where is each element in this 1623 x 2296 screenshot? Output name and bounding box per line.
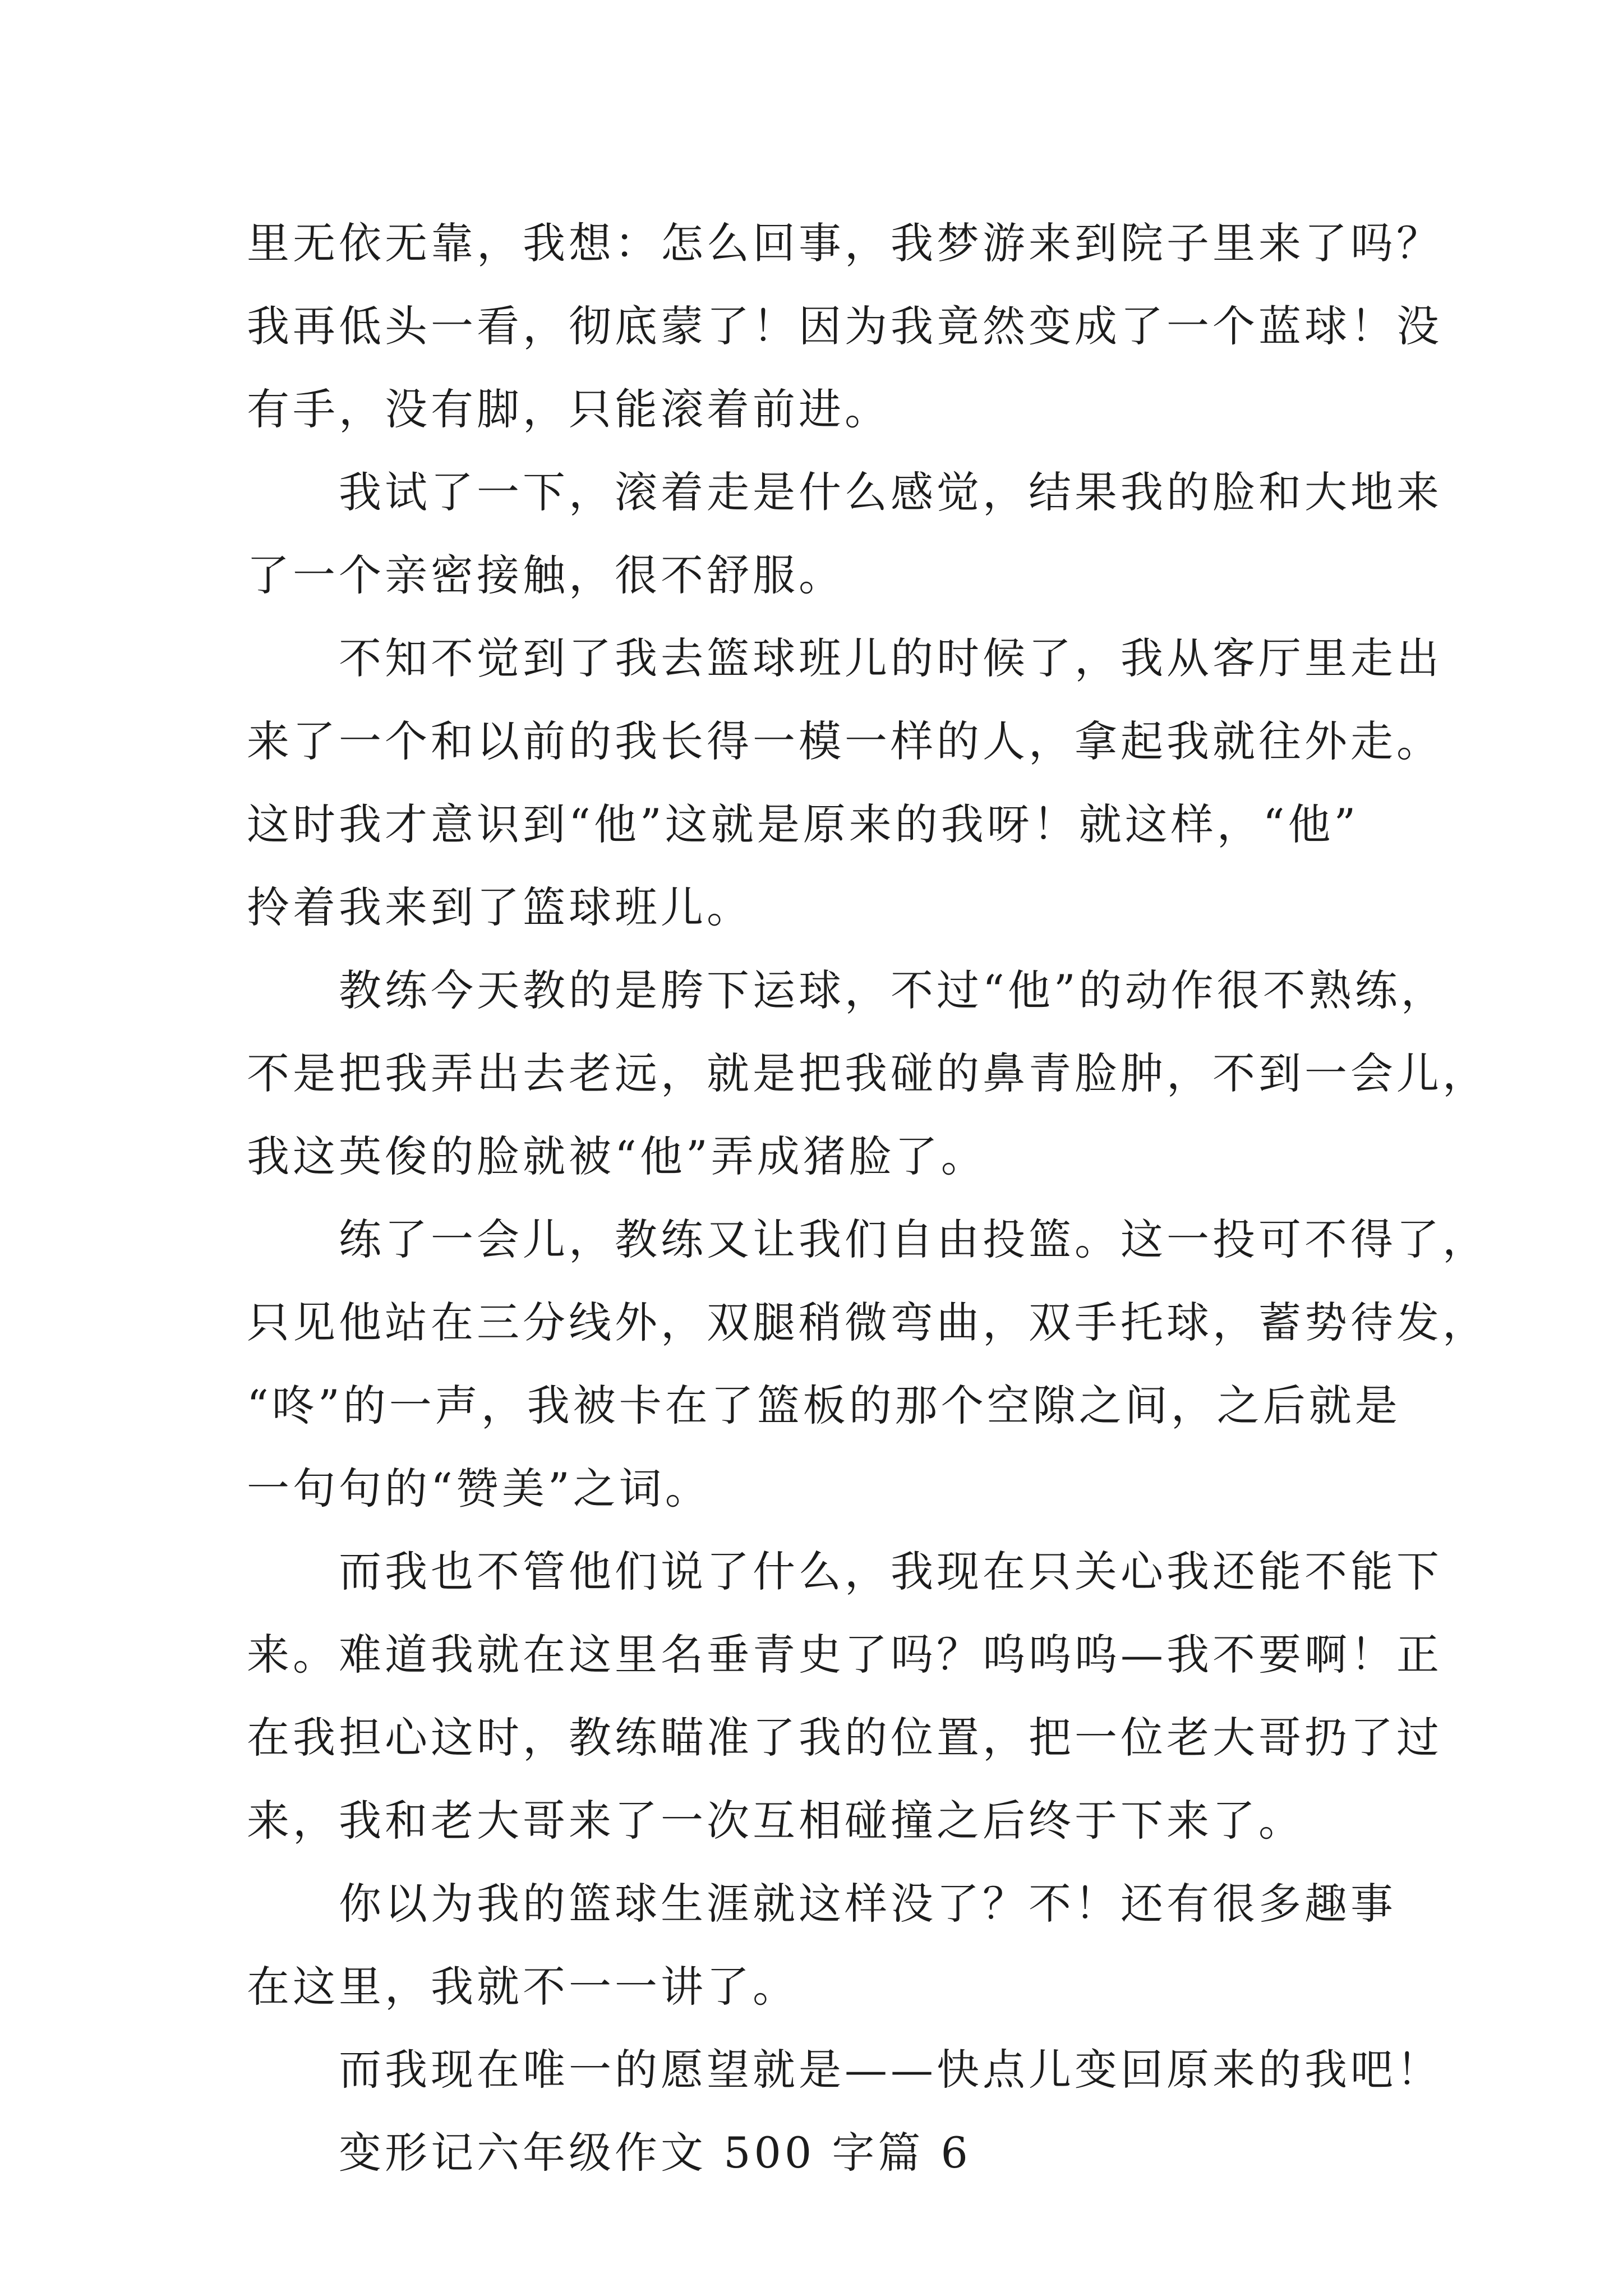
text-line: 不是把我弄出去老远，就是把我碰的鼻青脸肿，不到一会儿， <box>247 1048 1488 1098</box>
text-line: “咚”的一声，我被卡在了篮板的那个空隙之间，之后就是 <box>247 1381 1401 1430</box>
text-line: 在这里，我就不一一讲了。 <box>247 1962 799 2012</box>
text-line: 我试了一下，滚着走是什么感觉，结果我的脸和大地来 <box>339 467 1442 517</box>
text-line: 来了一个和以前的我长得一模一样的人，拿起我就往外走。 <box>247 716 1442 766</box>
text-line: 我再低头一看，彻底蒙了！因为我竟然变成了一个蓝球！没 <box>247 301 1442 351</box>
text-line: 这时我才意识到“他”这就是原来的我呀！就这样，“他” <box>247 799 1359 849</box>
text-line: 来。难道我就在这里名垂青史了吗？呜呜呜—我不要啊！正 <box>247 1630 1442 1680</box>
text-line: 一句句的“赞美”之词。 <box>247 1464 711 1513</box>
text-line: 有手，没有脚，只能滚着前进。 <box>247 384 891 434</box>
text-line: 教练今天教的是胯下运球，不过“他”的动作很不熟练， <box>339 965 1447 1015</box>
text-line: 了一个亲密接触，很不舒服。 <box>247 550 845 600</box>
text-line: 来，我和老大哥来了一次互相碰撞之后终于下来了。 <box>247 1796 1304 1846</box>
document-body <box>247 202 1488 2194</box>
text-line: 在我担心这时，教练瞄准了我的位置，把一位老大哥扔了过 <box>247 1713 1442 1763</box>
text-line: 而我也不管他们说了什么，我现在只关心我还能不能下 <box>339 1547 1442 1596</box>
text-line: 而我现在唯一的愿望就是——快点儿变回原来的我吧！ <box>339 2045 1442 2095</box>
text-line: 练了一会儿，教练又让我们自由投篮。这一投可不得了， <box>339 1214 1488 1264</box>
text-line: 我这英俊的脸就被“他”弄成猪脸了。 <box>247 1131 987 1181</box>
text-line: 里无依无靠，我想：怎么回事，我梦游来到院子里来了吗？ <box>247 218 1442 268</box>
text-line: 不知不觉到了我去篮球班儿的时候了，我从客厅里走出 <box>339 633 1442 683</box>
text-line: 你以为我的篮球生涯就这样没了？不！还有很多趣事 <box>339 1879 1396 1929</box>
text-line: 只见他站在三分线外，双腿稍微弯曲，双手托球，蓄势待发， <box>247 1297 1488 1347</box>
text-line: 变形记六年级作文 500 字篇 6 <box>339 2128 971 2178</box>
text-line: 拎着我来到了篮球班儿。 <box>247 882 753 932</box>
